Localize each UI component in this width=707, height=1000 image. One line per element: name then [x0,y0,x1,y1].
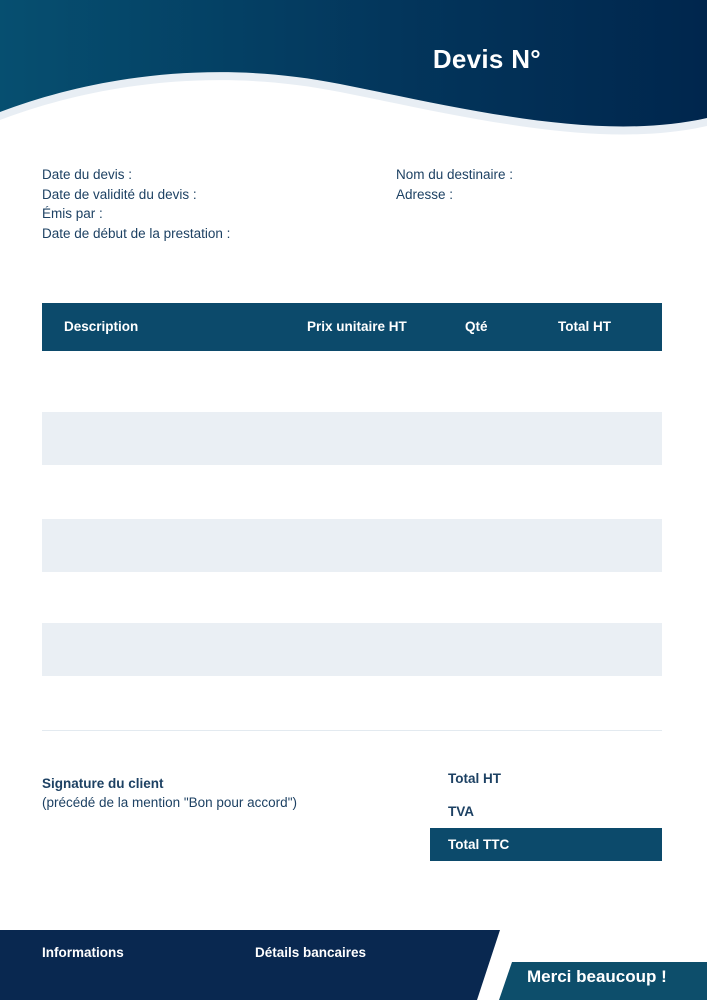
header-wave-dark [0,0,707,126]
meta-date-validite: Date de validité du devis : [42,186,197,202]
meta-nom-destinataire: Nom du destinaire : [396,167,514,182]
column-header-description: Description [64,319,139,334]
table-row[interactable] [42,412,662,465]
footer-informations-label: Informations [42,945,124,960]
meta-adresse: Adresse : [396,186,454,202]
page-title: Devis N° [432,43,541,74]
meta-date-debut-prestation: Date de début de la prestation : [42,225,231,241]
line-items-table-header [42,303,662,351]
client-signature-block [42,774,297,812]
footer-thanks-label: Merci beaucoup ! [527,967,667,986]
tva-row: TVA [448,804,474,819]
totals-block [430,762,662,861]
header-wave-graphic [0,0,707,160]
total-ttc-row: Total TTC [430,828,662,861]
recipient-meta-right [396,165,513,204]
section-divider [42,730,662,731]
quote-meta-left [42,165,230,243]
total-ht-row: Total HT [448,771,501,786]
signature-subtitle: (précédé de la mention "Bon pour accord") [42,795,297,810]
table-row[interactable] [42,519,662,572]
footer-bank-details-label: Détails bancaires [255,945,367,960]
meta-emis-par: Émis par : [42,206,103,221]
footer-shapes-graphic [0,930,707,1000]
header-banner [0,0,707,160]
column-header-line-total: Total HT [558,319,611,334]
column-header-unit-price: Prix unitaire HT [307,319,407,334]
meta-date-du-devis: Date du devis : [42,167,133,182]
signature-title: Signature du client [42,776,164,791]
footer-banner [0,930,707,1000]
footer-navy-panel [0,930,500,1000]
column-header-quantity: Qté [465,319,488,334]
table-row[interactable] [42,623,662,676]
